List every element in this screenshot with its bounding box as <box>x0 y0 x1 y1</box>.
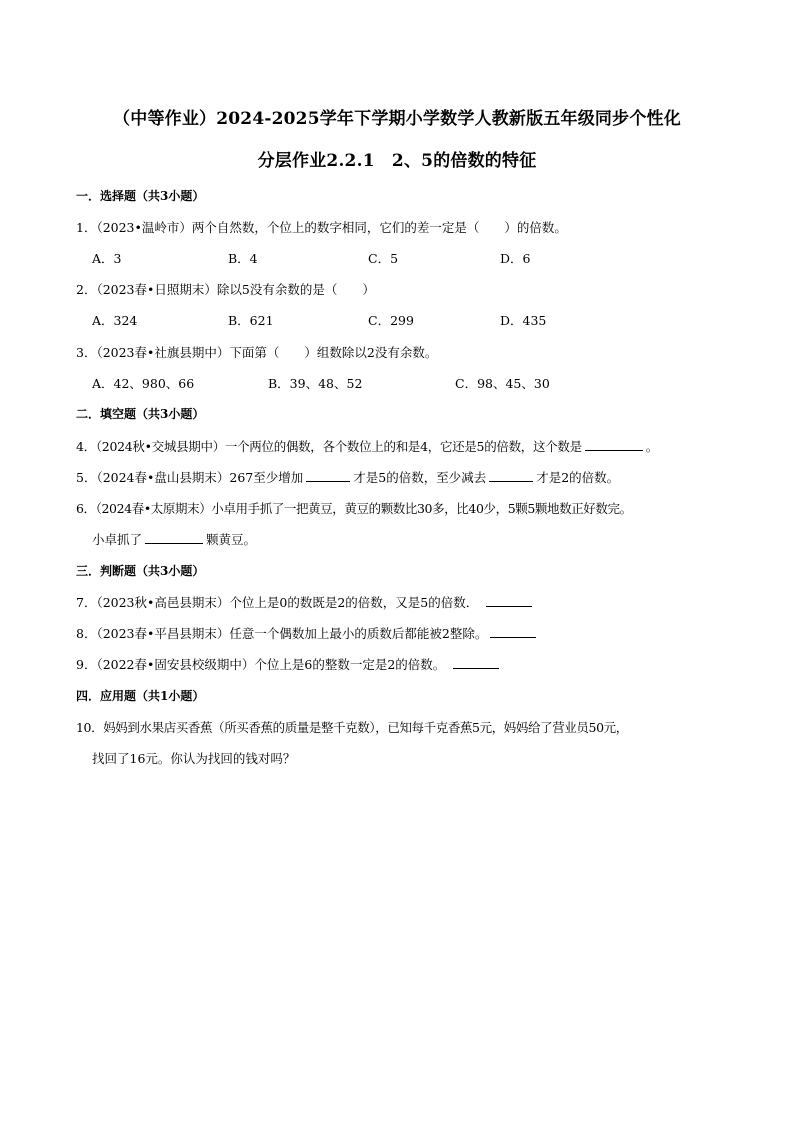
question-3-option-a: A．42、980、66 <box>92 376 195 391</box>
section-heading-choice: 一．选择题（共3小题） <box>76 189 205 203</box>
answer-blank[interactable] <box>490 625 536 638</box>
question-4-text: 4．（2024秋•交城县期中）一个两位的偶数，各个数位上的和是4，它还是5的倍数，这个数是 <box>76 439 582 454</box>
page-title-line-2: 分层作业2.2.1 2、5的倍数的特征 <box>257 151 537 171</box>
question-3-option-b: B．39、48、52 <box>268 376 363 391</box>
question-5-text-a: 5．（2024春•盘山县期末）267至少增加 <box>76 470 304 485</box>
question-2-option-d: D．435 <box>500 313 547 328</box>
question-7-text: 7．（2023秋•高邑县期末）个位上是0的数既是2的倍数，又是5的倍数． <box>76 595 479 610</box>
question-3-text: 3．（2023春•社旗县期中）下面第（ ）组数除以2没有余数。 <box>76 345 438 360</box>
section-heading-true-false: 三．判断题（共3小题） <box>76 564 205 578</box>
question-4-end: 。 <box>645 439 659 454</box>
answer-blank[interactable] <box>585 438 643 451</box>
question-9 <box>76 655 502 673</box>
question-1-option-c: C．5 <box>368 251 399 266</box>
answer-blank[interactable] <box>486 594 532 607</box>
answer-blank[interactable] <box>453 656 499 669</box>
question-2-option-c: C．299 <box>368 313 414 328</box>
question-1-option-d: D．6 <box>500 251 531 266</box>
question-5 <box>76 468 619 486</box>
question-2-option-b: B．621 <box>228 313 274 328</box>
question-1-option-a: A．3 <box>92 251 122 266</box>
question-2-option-a: A．324 <box>92 313 138 328</box>
question-10-line-2: 找回了16元。你认为找回的钱对吗？ <box>92 751 296 766</box>
question-1-option-b: B．4 <box>228 251 258 266</box>
question-2-text: 2．（2023春•日照期末）除以5没有余数的是（ ） <box>76 282 375 297</box>
question-9-text: 9．（2022春•固安县校级期中）个位上是6的整数一定是2的倍数。 <box>76 657 446 672</box>
answer-blank[interactable] <box>145 531 203 544</box>
question-10-line-1: 10．妈妈到水果店买香蕉（所买香蕉的质量是整千克数），已知每千克香蕉5元，妈妈给了营业员50元， <box>76 720 628 735</box>
question-8-text: 8．（2023春•平昌县期末）任意一个偶数加上最小的质数后都能被2整除。 <box>76 626 488 641</box>
question-3-option-c: C．98、45、30 <box>455 376 550 391</box>
question-1-text: 1．（2023•温岭市）两个自然数，个位上的数字相同，它们的差一定是（ ）的倍数。 <box>76 220 567 235</box>
page-title-line-1: （中等作业）2024-2025学年下学期小学数学人教新版五年级同步个性化 <box>113 109 681 129</box>
section-heading-fill-in: 二．填空题（共3小题） <box>76 407 205 421</box>
question-5-text-c: 才是2的倍数。 <box>536 470 620 485</box>
question-5-text-b: 才是5的倍数，至少减去 <box>353 470 487 485</box>
question-6-text-a: 小卓抓了 <box>92 532 143 547</box>
question-4 <box>76 437 658 455</box>
question-6-line-2 <box>92 530 256 548</box>
answer-blank[interactable] <box>489 469 533 482</box>
question-6-text-b: 颗黄豆。 <box>206 532 257 547</box>
question-8 <box>76 624 539 642</box>
question-6-line-1: 6．（2024春•太原期末）小卓用手抓了一把黄豆，黄豆的颗数比30多，比40少，5颗5颗地数正好数完。 <box>76 501 632 516</box>
answer-blank[interactable] <box>306 469 350 482</box>
question-7 <box>76 593 535 611</box>
section-heading-application: 四．应用题（共1小题） <box>76 689 205 703</box>
